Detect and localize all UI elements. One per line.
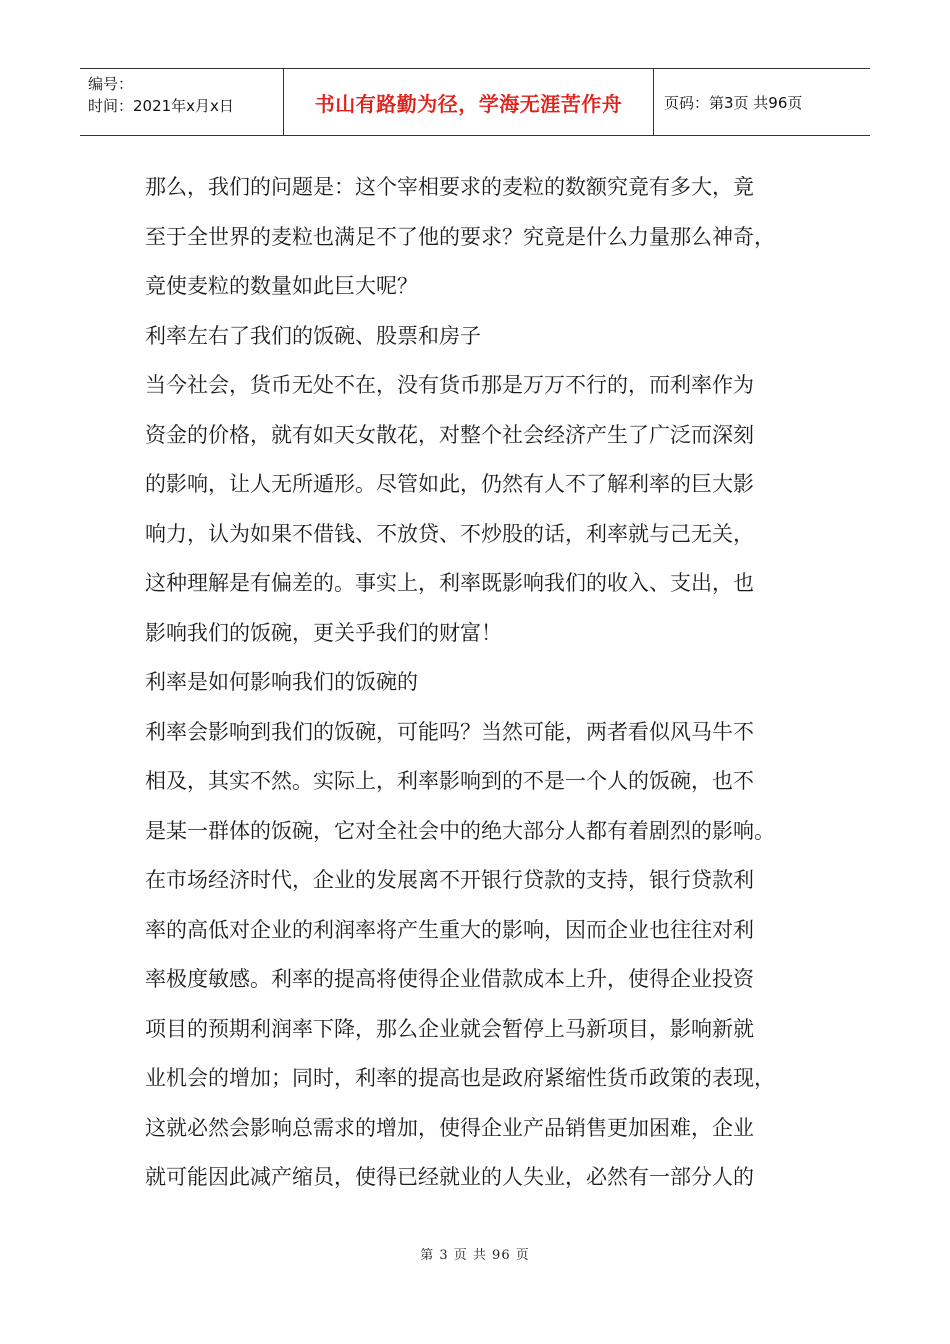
header-motto: 书山有路勤为径，学海无涯苦作舟 bbox=[284, 69, 654, 135]
body-line: 资金的价格，就有如天女散花，对整个社会经济产生了广泛而深刻 bbox=[145, 422, 754, 447]
body-line: 利率会影响到我们的饭碗，可能吗？当然可能，两者看似风马牛不 bbox=[145, 719, 754, 744]
body-line: 在市场经济时代，企业的发展离不开银行贷款的支持，银行贷款利 bbox=[145, 868, 754, 892]
body-line: 相及，其实不然。实际上，利率影响到的不是一个人的饭碗，也不 bbox=[145, 769, 754, 793]
page-footer: 第 3 页 共 96 页 bbox=[420, 1248, 530, 1263]
body-line: 这就必然会影响总需求的增加，使得企业产品销售更加困难，企业 bbox=[145, 1115, 754, 1140]
header-page-info: 页码：第3页 共96页 bbox=[664, 93, 803, 112]
body-line: 项目的预期利润率下降，那么企业就会暂停上马新项目，影响新就 bbox=[145, 1016, 754, 1041]
body-line: 这种理解是有偏差的。事实上，利率既影响我们的收入、支出，也 bbox=[145, 571, 754, 595]
body-line: 那么，我们的问题是：这个宰相要求的麦粒的数额究竟有多大，竟 bbox=[145, 175, 754, 199]
document-body bbox=[145, 163, 810, 1203]
body-line: 是某一群体的饭碗，它对全社会中的绝大部分人都有着剧烈的影响。 bbox=[145, 818, 775, 843]
document-time-label: 时间：2021年x月x日 bbox=[88, 97, 234, 115]
section-heading: 利率是如何影响我们的饭碗的 bbox=[145, 670, 418, 694]
body-line: 至于全世界的麦粒也满足不了他的要求？究竟是什么力量那么神奇， bbox=[145, 224, 775, 249]
body-line: 率极度敏感。利率的提高将使得企业借款成本上升，使得企业投资 bbox=[145, 967, 754, 991]
page-header bbox=[80, 68, 870, 136]
body-line: 业机会的增加；同时，利率的提高也是政府紧缩性货币政策的表现， bbox=[145, 1066, 775, 1090]
body-line: 竟使麦粒的数量如此巨大呢？ bbox=[145, 274, 418, 298]
section-heading: 利率左右了我们的饭碗、股票和房子 bbox=[145, 323, 481, 348]
body-line: 当今社会，货币无处不在，没有货币那是万万不行的，而利率作为 bbox=[145, 373, 754, 397]
body-line: 响力，认为如果不借钱、不放贷、不炒股的话，利率就与己无关， bbox=[145, 521, 754, 546]
document-number-label: 编号： bbox=[88, 75, 134, 93]
header-meta-cell bbox=[80, 69, 284, 135]
body-line: 影响我们的饭碗，更关乎我们的财富！ bbox=[145, 620, 502, 645]
body-line: 就可能因此减产缩员，使得已经就业的人失业，必然有一部分人的 bbox=[145, 1165, 754, 1189]
body-line: 的影响，让人无所遁形。尽管如此，仍然有人不了解利率的巨大影 bbox=[145, 472, 754, 496]
body-line: 率的高低对企业的利润率将产生重大的影响，因而企业也往往对利 bbox=[145, 917, 754, 942]
